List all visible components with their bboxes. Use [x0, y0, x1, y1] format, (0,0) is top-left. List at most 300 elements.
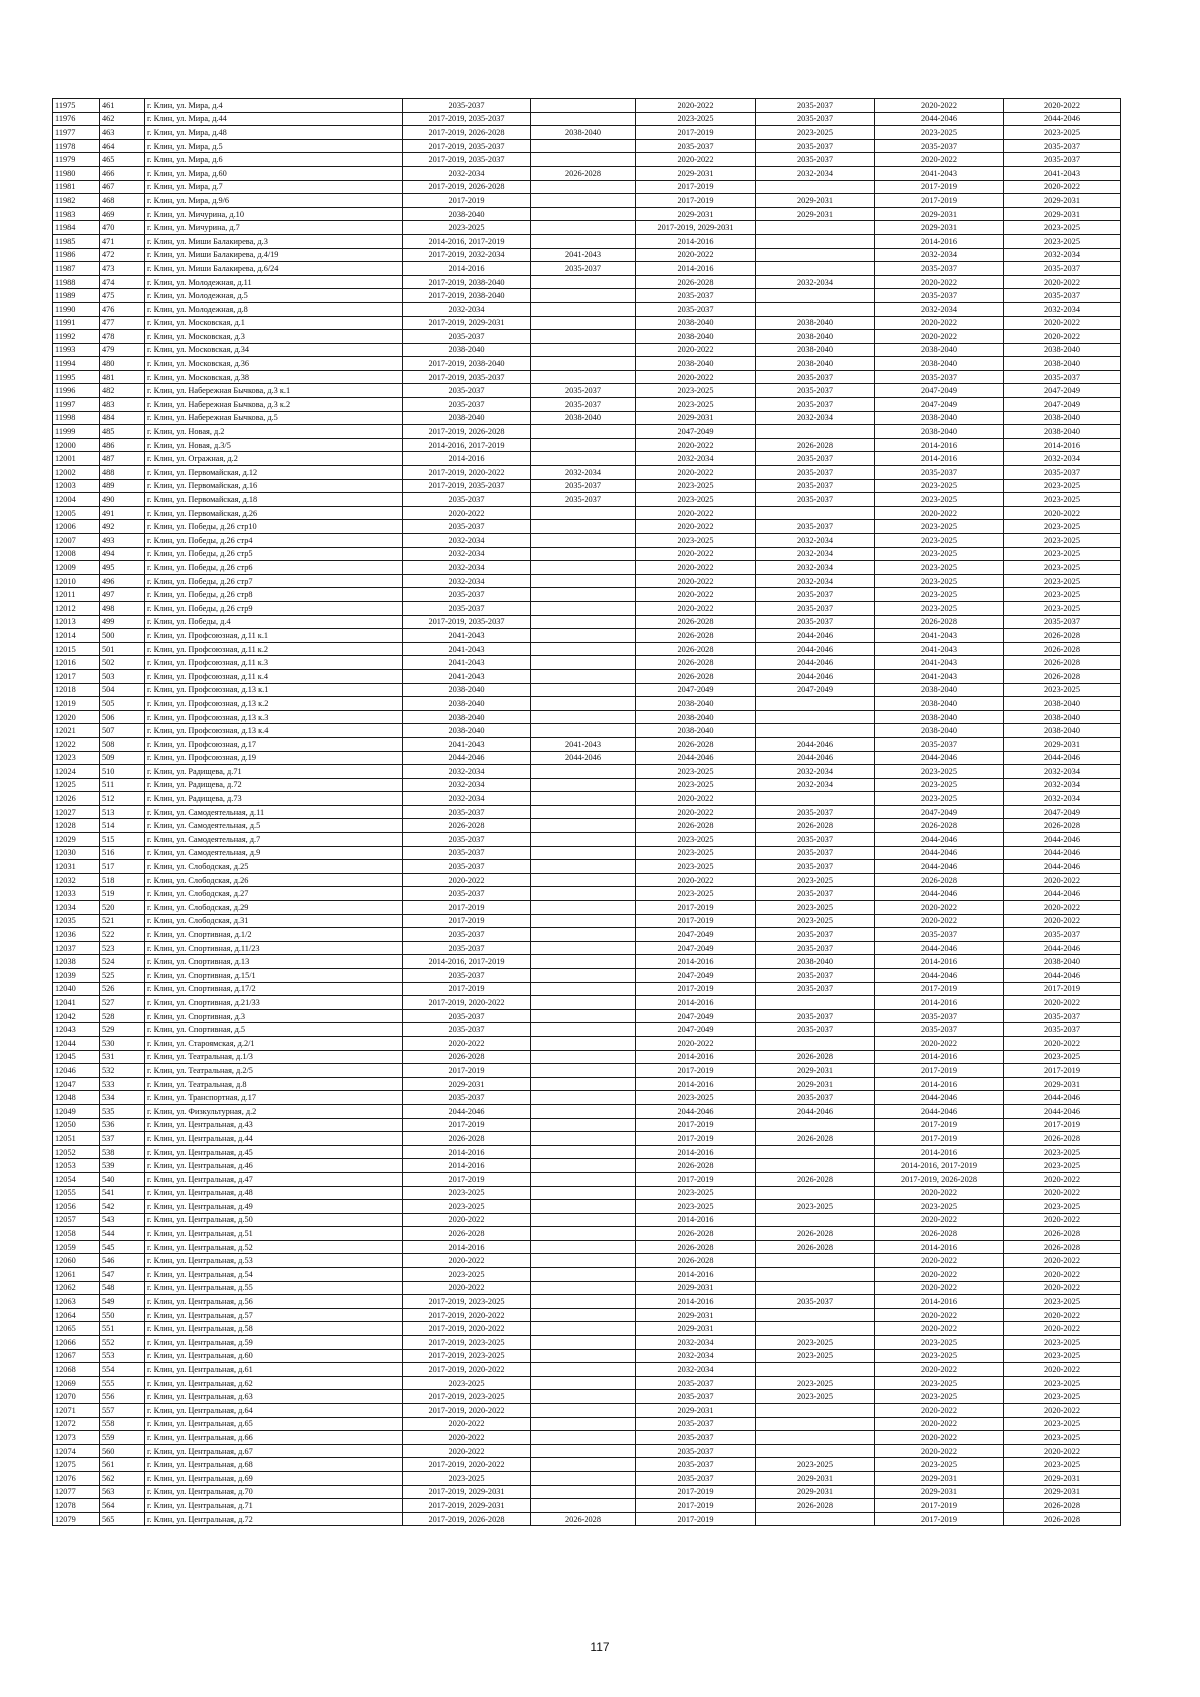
cell-work-period-2 — [531, 887, 636, 901]
cell-work-period-5: 2041-2043 — [875, 656, 1004, 670]
cell-work-period-5: 2023-2025 — [875, 1349, 1004, 1363]
cell-row-number: 11984 — [53, 221, 100, 235]
cell-work-period-1: 2032-2034 — [403, 534, 531, 548]
table-row — [53, 520, 1121, 534]
cell-item-index: 537 — [100, 1132, 145, 1146]
cell-work-period-3: 2026-2028 — [636, 275, 756, 289]
cell-work-period-2 — [531, 765, 636, 779]
table-row — [53, 1458, 1121, 1472]
cell-work-period-5: 2020-2022 — [875, 99, 1004, 113]
cell-row-number: 12028 — [53, 819, 100, 833]
cell-work-period-3: 2026-2028 — [636, 656, 756, 670]
cell-work-period-4: 2035-2037 — [756, 153, 875, 167]
cell-work-period-3: 2017-2019 — [636, 1485, 756, 1499]
cell-work-period-4: 2035-2037 — [756, 479, 875, 493]
cell-work-period-5: 2014-2016 — [875, 1240, 1004, 1254]
cell-work-period-1: 2035-2037 — [403, 588, 531, 602]
cell-work-period-2 — [531, 629, 636, 643]
cell-item-index: 501 — [100, 642, 145, 656]
cell-item-index: 526 — [100, 982, 145, 996]
cell-item-index: 512 — [100, 792, 145, 806]
cell-row-number: 12013 — [53, 615, 100, 629]
cell-work-period-2 — [531, 710, 636, 724]
cell-work-period-3: 2026-2028 — [636, 642, 756, 656]
cell-work-period-5: 2038-2040 — [875, 724, 1004, 738]
cell-work-period-6: 2023-2025 — [1004, 534, 1121, 548]
cell-work-period-1: 2026-2028 — [403, 819, 531, 833]
cell-work-period-2 — [531, 914, 636, 928]
cell-work-period-4 — [756, 792, 875, 806]
cell-work-period-2 — [531, 982, 636, 996]
cell-work-period-3: 2029-2031 — [636, 1322, 756, 1336]
cell-address: г. Клин, ул. Центральная, д.61 — [145, 1363, 403, 1377]
cell-work-period-5: 2023-2025 — [875, 1390, 1004, 1404]
cell-address: г. Клин, ул. Набережная Бычкова, д.3 к.1 — [145, 384, 403, 398]
cell-work-period-5: 2023-2025 — [875, 778, 1004, 792]
cell-work-period-4: 2032-2034 — [756, 411, 875, 425]
cell-item-index: 492 — [100, 520, 145, 534]
cell-work-period-1: 2035-2037 — [403, 1091, 531, 1105]
cell-work-period-4 — [756, 1213, 875, 1227]
cell-item-index: 517 — [100, 860, 145, 874]
cell-work-period-2 — [531, 969, 636, 983]
cell-work-period-2 — [531, 1036, 636, 1050]
cell-work-period-2 — [531, 1349, 636, 1363]
cell-work-period-1: 2017-2019, 2038-2040 — [403, 289, 531, 303]
cell-address: г. Клин, ул. Победы, д.26 стр10 — [145, 520, 403, 534]
cell-work-period-4: 2032-2034 — [756, 534, 875, 548]
cell-work-period-5: 2044-2046 — [875, 833, 1004, 847]
cell-work-period-6: 2032-2034 — [1004, 302, 1121, 316]
cell-row-number: 12079 — [53, 1512, 100, 1526]
table-row — [53, 1376, 1121, 1390]
cell-row-number: 11999 — [53, 425, 100, 439]
cell-work-period-6: 2026-2028 — [1004, 642, 1121, 656]
cell-row-number: 12046 — [53, 1064, 100, 1078]
cell-work-period-5: 2044-2046 — [875, 941, 1004, 955]
cell-work-period-5: 2035-2037 — [875, 1009, 1004, 1023]
cell-work-period-2 — [531, 506, 636, 520]
cell-work-period-3: 2017-2019 — [636, 194, 756, 208]
cell-work-period-6: 2026-2028 — [1004, 1227, 1121, 1241]
cell-item-index: 557 — [100, 1404, 145, 1418]
table-row — [53, 194, 1121, 208]
cell-work-period-5: 2029-2031 — [875, 1485, 1004, 1499]
cell-work-period-4 — [756, 724, 875, 738]
cell-work-period-6: 2044-2046 — [1004, 846, 1121, 860]
cell-item-index: 562 — [100, 1471, 145, 1485]
cell-row-number: 11978 — [53, 139, 100, 153]
table-row — [53, 765, 1121, 779]
cell-work-period-4 — [756, 1145, 875, 1159]
cell-row-number: 12055 — [53, 1186, 100, 1200]
cell-work-period-4: 2029-2031 — [756, 1064, 875, 1078]
cell-work-period-1: 2017-2019 — [403, 1172, 531, 1186]
cell-work-period-2 — [531, 1376, 636, 1390]
cell-address: г. Клин, ул. Мира, д.7 — [145, 180, 403, 194]
cell-item-index: 480 — [100, 357, 145, 371]
cell-work-period-1: 2038-2040 — [403, 710, 531, 724]
cell-work-period-6: 2023-2025 — [1004, 1417, 1121, 1431]
cell-address: г. Клин, ул. Победы, д.4 — [145, 615, 403, 629]
cell-address: г. Клин, ул. Центральная, д.53 — [145, 1254, 403, 1268]
cell-work-period-3: 2020-2022 — [636, 1036, 756, 1050]
cell-address: г. Клин, ул. Центральная, д.46 — [145, 1159, 403, 1173]
cell-work-period-4: 2035-2037 — [756, 370, 875, 384]
cell-work-period-5: 2047-2049 — [875, 384, 1004, 398]
table-row — [53, 887, 1121, 901]
cell-work-period-1: 2032-2034 — [403, 561, 531, 575]
cell-work-period-1: 2035-2037 — [403, 805, 531, 819]
cell-work-period-2 — [531, 1009, 636, 1023]
cell-work-period-5: 2023-2025 — [875, 126, 1004, 140]
cell-address: г. Клин, ул. Самодеятельная, д.9 — [145, 846, 403, 860]
cell-row-number: 12053 — [53, 1159, 100, 1173]
cell-item-index: 542 — [100, 1200, 145, 1214]
cell-work-period-5: 2014-2016 — [875, 1145, 1004, 1159]
cell-address: г. Клин, ул. Победы, д.26 стр6 — [145, 561, 403, 575]
cell-work-period-1: 2035-2037 — [403, 846, 531, 860]
cell-item-index: 518 — [100, 873, 145, 887]
cell-row-number: 12038 — [53, 955, 100, 969]
cell-work-period-4 — [756, 262, 875, 276]
cell-item-index: 503 — [100, 669, 145, 683]
table-row — [53, 1118, 1121, 1132]
cell-work-period-1: 2032-2034 — [403, 166, 531, 180]
cell-work-period-3: 2044-2046 — [636, 751, 756, 765]
cell-address: г. Клин, ул. Центральная, д.52 — [145, 1240, 403, 1254]
cell-work-period-5: 2020-2022 — [875, 1363, 1004, 1377]
cell-work-period-3: 2014-2016 — [636, 262, 756, 276]
cell-work-period-2 — [531, 1213, 636, 1227]
cell-item-index: 504 — [100, 683, 145, 697]
cell-work-period-1: 2035-2037 — [403, 887, 531, 901]
cell-work-period-2 — [531, 1268, 636, 1282]
cell-work-period-6: 2023-2025 — [1004, 1390, 1121, 1404]
cell-item-index: 505 — [100, 697, 145, 711]
cell-work-period-5: 2017-2019 — [875, 1499, 1004, 1513]
cell-work-period-2 — [531, 1091, 636, 1105]
cell-work-period-3: 2017-2019 — [636, 914, 756, 928]
cell-item-index: 550 — [100, 1308, 145, 1322]
cell-work-period-1: 2017-2019, 2020-2022 — [403, 466, 531, 480]
cell-item-index: 483 — [100, 398, 145, 412]
cell-row-number: 12008 — [53, 547, 100, 561]
cell-work-period-5: 2014-2016 — [875, 1295, 1004, 1309]
cell-work-period-2 — [531, 683, 636, 697]
cell-address: г. Клин, ул. Московская, д.3 — [145, 330, 403, 344]
cell-row-number: 12067 — [53, 1349, 100, 1363]
cell-item-index: 502 — [100, 656, 145, 670]
cell-row-number: 12032 — [53, 873, 100, 887]
cell-work-period-5: 2020-2022 — [875, 914, 1004, 928]
cell-work-period-2 — [531, 656, 636, 670]
cell-item-index: 539 — [100, 1159, 145, 1173]
cell-work-period-2 — [531, 153, 636, 167]
cell-row-number: 12052 — [53, 1145, 100, 1159]
cell-work-period-1: 2038-2040 — [403, 411, 531, 425]
cell-work-period-4 — [756, 302, 875, 316]
cell-row-number: 12039 — [53, 969, 100, 983]
cell-row-number: 12007 — [53, 534, 100, 548]
cell-row-number: 12059 — [53, 1240, 100, 1254]
cell-address: г. Клин, ул. Центральная, д.55 — [145, 1281, 403, 1295]
table-row — [53, 1077, 1121, 1091]
cell-work-period-4: 2044-2046 — [756, 642, 875, 656]
cell-work-period-1: 2017-2019 — [403, 1118, 531, 1132]
cell-address: г. Клин, ул. Первомайская, д.12 — [145, 466, 403, 480]
cell-work-period-4: 2023-2025 — [756, 1200, 875, 1214]
cell-work-period-3: 2014-2016 — [636, 996, 756, 1010]
table-row — [53, 1023, 1121, 1037]
cell-item-index: 565 — [100, 1512, 145, 1526]
cell-work-period-5: 2020-2022 — [875, 1308, 1004, 1322]
cell-work-period-4: 2023-2025 — [756, 914, 875, 928]
cell-work-period-4: 2026-2028 — [756, 1172, 875, 1186]
table-row — [53, 506, 1121, 520]
cell-work-period-2 — [531, 1404, 636, 1418]
cell-work-period-6: 2020-2022 — [1004, 275, 1121, 289]
cell-work-period-4 — [756, 234, 875, 248]
cell-work-period-6: 2029-2031 — [1004, 1471, 1121, 1485]
cell-work-period-2 — [531, 833, 636, 847]
cell-work-period-5: 2029-2031 — [875, 1471, 1004, 1485]
cell-item-index: 541 — [100, 1186, 145, 1200]
cell-item-index: 464 — [100, 139, 145, 153]
cell-work-period-1: 2017-2019, 2026-2028 — [403, 180, 531, 194]
cell-work-period-6: 2035-2037 — [1004, 370, 1121, 384]
cell-work-period-2 — [531, 697, 636, 711]
cell-address: г. Клин, ул. Миши Балакирева, д.3 — [145, 234, 403, 248]
table-row — [53, 697, 1121, 711]
cell-work-period-3: 2014-2016 — [636, 955, 756, 969]
cell-item-index: 546 — [100, 1254, 145, 1268]
cell-work-period-5: 2023-2025 — [875, 561, 1004, 575]
cell-work-period-6: 2026-2028 — [1004, 656, 1121, 670]
cell-work-period-5: 2014-2016 — [875, 1077, 1004, 1091]
cell-work-period-2 — [531, 221, 636, 235]
cell-work-period-6: 2047-2049 — [1004, 805, 1121, 819]
cell-row-number: 11981 — [53, 180, 100, 194]
cell-work-period-2 — [531, 588, 636, 602]
cell-work-period-1: 2023-2025 — [403, 1186, 531, 1200]
cell-work-period-4: 2035-2037 — [756, 384, 875, 398]
cell-work-period-6: 2023-2025 — [1004, 588, 1121, 602]
cell-work-period-5: 2023-2025 — [875, 1200, 1004, 1214]
cell-work-period-3: 2035-2037 — [636, 1458, 756, 1472]
cell-work-period-2: 2038-2040 — [531, 411, 636, 425]
table-row — [53, 1200, 1121, 1214]
table-row — [53, 289, 1121, 303]
cell-work-period-1: 2017-2019, 2032-2034 — [403, 248, 531, 262]
cell-address: г. Клин, ул. Профсоюзная, д.13 к.2 — [145, 697, 403, 711]
cell-work-period-1: 2017-2019 — [403, 1064, 531, 1078]
table-row — [53, 656, 1121, 670]
cell-work-period-5: 2038-2040 — [875, 710, 1004, 724]
table-row — [53, 955, 1121, 969]
cell-work-period-6: 2026-2028 — [1004, 1499, 1121, 1513]
cell-work-period-6: 2023-2025 — [1004, 574, 1121, 588]
cell-work-period-2 — [531, 996, 636, 1010]
cell-work-period-3: 2026-2028 — [636, 669, 756, 683]
table-row — [53, 574, 1121, 588]
cell-work-period-4 — [756, 1404, 875, 1418]
cell-work-period-2 — [531, 941, 636, 955]
cell-work-period-2 — [531, 1308, 636, 1322]
cell-work-period-6: 2020-2022 — [1004, 1186, 1121, 1200]
table-row — [53, 166, 1121, 180]
cell-item-index: 533 — [100, 1077, 145, 1091]
cell-work-period-6: 2035-2037 — [1004, 466, 1121, 480]
cell-work-period-6: 2032-2034 — [1004, 792, 1121, 806]
cell-work-period-2 — [531, 1132, 636, 1146]
cell-work-period-3: 2035-2037 — [636, 1417, 756, 1431]
cell-work-period-1: 2017-2019, 2020-2022 — [403, 1404, 531, 1418]
cell-row-number: 12061 — [53, 1268, 100, 1282]
cell-work-period-5: 2041-2043 — [875, 629, 1004, 643]
table-row — [53, 1213, 1121, 1227]
cell-work-period-6: 2020-2022 — [1004, 180, 1121, 194]
cell-work-period-5: 2017-2019 — [875, 180, 1004, 194]
cell-work-period-1: 2020-2022 — [403, 1213, 531, 1227]
cell-row-number: 11996 — [53, 384, 100, 398]
cell-work-period-3: 2032-2034 — [636, 1336, 756, 1350]
cell-work-period-3: 2017-2019 — [636, 982, 756, 996]
cell-work-period-3: 2047-2049 — [636, 1023, 756, 1037]
cell-row-number: 12001 — [53, 452, 100, 466]
cell-work-period-4: 2023-2025 — [756, 126, 875, 140]
cell-work-period-1: 2017-2019, 2035-2037 — [403, 112, 531, 126]
cell-work-period-4 — [756, 506, 875, 520]
cell-address: г. Клин, ул. Центральная, д.69 — [145, 1471, 403, 1485]
cell-work-period-2 — [531, 1254, 636, 1268]
cell-address: г. Клин, ул. Мира, д.4 — [145, 99, 403, 113]
cell-row-number: 12024 — [53, 765, 100, 779]
cell-work-period-3: 2023-2025 — [636, 534, 756, 548]
cell-address: г. Клин, ул. Спортивная, д.13 — [145, 955, 403, 969]
cell-work-period-5: 2014-2016 — [875, 955, 1004, 969]
table-row — [53, 1308, 1121, 1322]
cell-item-index: 530 — [100, 1036, 145, 1050]
cell-work-period-5: 2014-2016 — [875, 452, 1004, 466]
cell-work-period-1: 2023-2025 — [403, 1376, 531, 1390]
cell-row-number: 12054 — [53, 1172, 100, 1186]
cell-work-period-2 — [531, 1363, 636, 1377]
cell-work-period-5: 2023-2025 — [875, 792, 1004, 806]
cell-work-period-1: 2035-2037 — [403, 520, 531, 534]
cell-item-index: 553 — [100, 1349, 145, 1363]
cell-work-period-4: 2026-2028 — [756, 438, 875, 452]
cell-work-period-2: 2035-2037 — [531, 384, 636, 398]
cell-work-period-4: 2035-2037 — [756, 860, 875, 874]
cell-work-period-1: 2035-2037 — [403, 384, 531, 398]
cell-work-period-3: 2026-2028 — [636, 1240, 756, 1254]
table-row — [53, 343, 1121, 357]
table-row — [53, 1145, 1121, 1159]
table-row — [53, 180, 1121, 194]
cell-work-period-4: 2044-2046 — [756, 656, 875, 670]
cell-work-period-3: 2035-2037 — [636, 139, 756, 153]
table-row — [53, 860, 1121, 874]
cell-row-number: 12030 — [53, 846, 100, 860]
cell-work-period-6: 2017-2019 — [1004, 982, 1121, 996]
cell-address: г. Клин, ул. Театральная, д.8 — [145, 1077, 403, 1091]
cell-work-period-5: 2023-2025 — [875, 493, 1004, 507]
cell-work-period-4: 2032-2034 — [756, 166, 875, 180]
table-row — [53, 234, 1121, 248]
cell-work-period-3: 2014-2016 — [636, 1077, 756, 1091]
cell-work-period-4: 2035-2037 — [756, 941, 875, 955]
cell-item-index: 486 — [100, 438, 145, 452]
cell-work-period-6: 2032-2034 — [1004, 452, 1121, 466]
cell-address: г. Клин, ул. Слободская, д.26 — [145, 873, 403, 887]
cell-address: г. Клин, ул. Миши Балакирева, д.6/24 — [145, 262, 403, 276]
cell-row-number: 12047 — [53, 1077, 100, 1091]
cell-row-number: 11977 — [53, 126, 100, 140]
cell-work-period-2 — [531, 615, 636, 629]
cell-work-period-3: 2020-2022 — [636, 520, 756, 534]
cell-work-period-3: 2023-2025 — [636, 398, 756, 412]
cell-item-index: 507 — [100, 724, 145, 738]
cell-work-period-4: 2023-2025 — [756, 1349, 875, 1363]
cell-work-period-1: 2026-2028 — [403, 1050, 531, 1064]
cell-work-period-5: 2023-2025 — [875, 1336, 1004, 1350]
cell-work-period-2 — [531, 139, 636, 153]
table-row — [53, 873, 1121, 887]
cell-work-period-2 — [531, 805, 636, 819]
cell-work-period-6: 2023-2025 — [1004, 1349, 1121, 1363]
cell-item-index: 478 — [100, 330, 145, 344]
cell-work-period-3: 2038-2040 — [636, 330, 756, 344]
cell-work-period-2 — [531, 316, 636, 330]
cell-row-number: 12015 — [53, 642, 100, 656]
table-row — [53, 1240, 1121, 1254]
cell-work-period-1: 2035-2037 — [403, 928, 531, 942]
cell-work-period-6: 2035-2037 — [1004, 153, 1121, 167]
cell-address: г. Клин, ул. Победы, д.26 стр4 — [145, 534, 403, 548]
cell-work-period-4: 2038-2040 — [756, 316, 875, 330]
cell-work-period-4: 2032-2034 — [756, 778, 875, 792]
table-row — [53, 792, 1121, 806]
cell-address: г. Клин, ул. Профсоюзная, д.11 к.4 — [145, 669, 403, 683]
page-number: 117 — [590, 1640, 610, 1654]
cell-address: г. Клин, ул. Первомайская, д.18 — [145, 493, 403, 507]
cell-item-index: 495 — [100, 561, 145, 575]
cell-address: г. Клин, ул. Спортивная, д.17/2 — [145, 982, 403, 996]
cell-item-index: 538 — [100, 1145, 145, 1159]
cell-work-period-3: 2020-2022 — [636, 792, 756, 806]
cell-work-period-1: 2023-2025 — [403, 221, 531, 235]
cell-work-period-5: 2014-2016 — [875, 1050, 1004, 1064]
cell-item-index: 479 — [100, 343, 145, 357]
cell-work-period-5: 2017-2019, 2026-2028 — [875, 1172, 1004, 1186]
cell-row-number: 12057 — [53, 1213, 100, 1227]
cell-row-number: 12062 — [53, 1281, 100, 1295]
cell-item-index: 527 — [100, 996, 145, 1010]
cell-work-period-3: 2017-2019 — [636, 180, 756, 194]
cell-address: г. Клин, ул. Профсоюзная, д.11 к.2 — [145, 642, 403, 656]
cell-work-period-5: 2044-2046 — [875, 1091, 1004, 1105]
cell-work-period-2 — [531, 1159, 636, 1173]
cell-item-index: 463 — [100, 126, 145, 140]
cell-work-period-3: 2014-2016 — [636, 1213, 756, 1227]
cell-work-period-3: 2020-2022 — [636, 601, 756, 615]
cell-address: г. Клин, ул. Слободская, д.31 — [145, 914, 403, 928]
cell-work-period-6: 2020-2022 — [1004, 1322, 1121, 1336]
cell-address: г. Клин, ул. Победы, д.26 стр5 — [145, 547, 403, 561]
cell-work-period-6: 2020-2022 — [1004, 1268, 1121, 1282]
cell-work-period-4: 2026-2028 — [756, 1227, 875, 1241]
